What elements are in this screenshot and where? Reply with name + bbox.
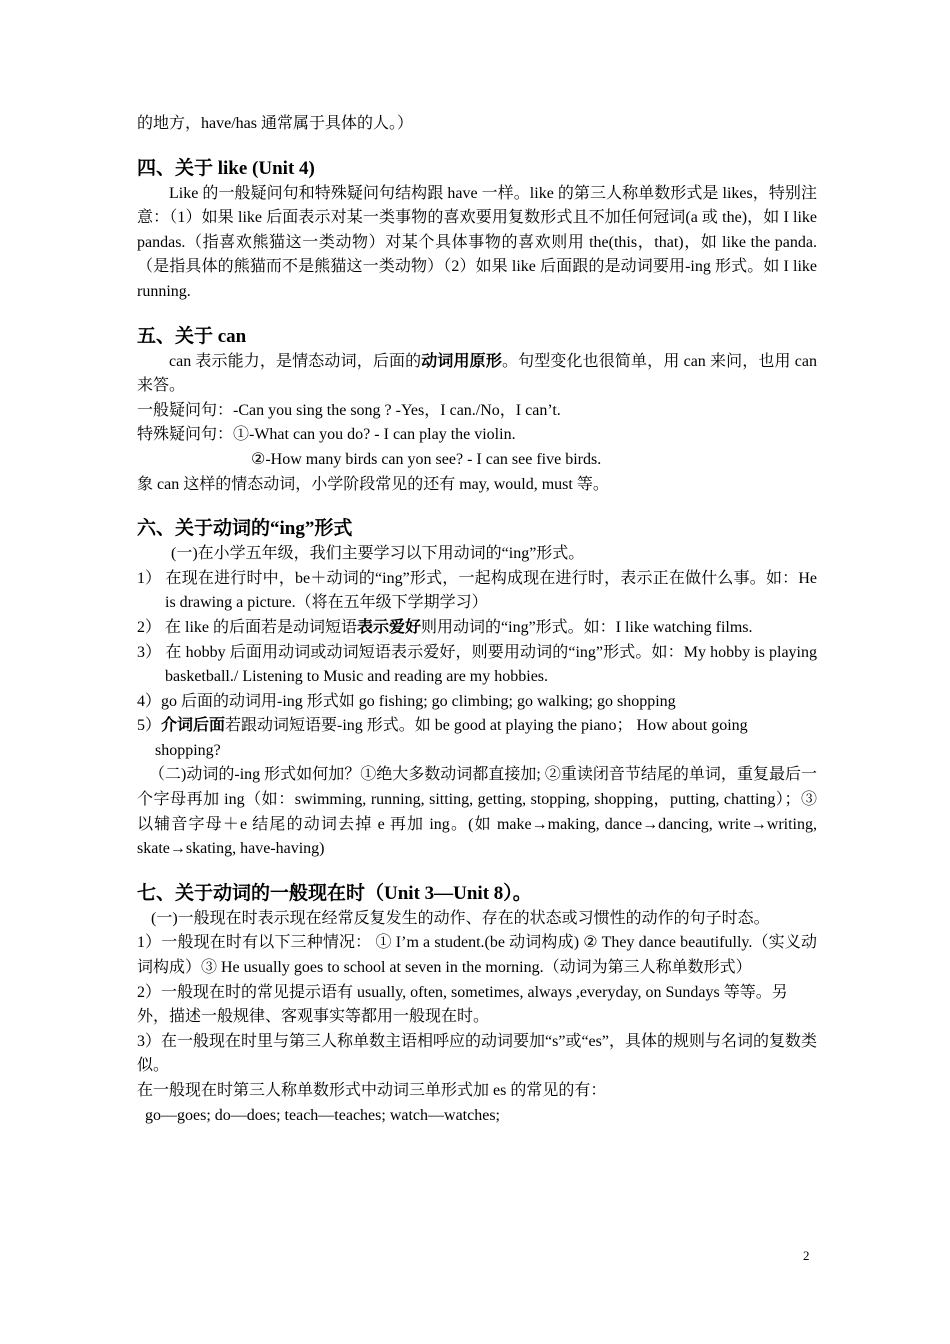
- s6-item-4: 4）go 后面的动词用-ing 形式如 go fishing; go climbing; go walking; go shopping: [137, 692, 676, 710]
- section-7-title: 七、关于动词的一般现在时（Unit 3—Unit 8）。: [137, 882, 532, 904]
- s5-special-question-1: 特殊疑问句：①-What can you do? - I can play the violin.: [137, 426, 516, 444]
- s7-paragraph-2: 1）一般现在时有以下三种情况： ① I’m a student.(be 动词构成) ② They dance beautifully.（实义动词构成）③ He usually goes to school at seven in the morning.（动词为第三人称单数形式）: [137, 934, 817, 977]
- s6-item-5-bold: 介词后面: [161, 717, 226, 735]
- s5-special-question-2: ②-How many birds can yon see? - I can see five birds.: [251, 450, 602, 468]
- s7-paragraph-3: 2）一般现在时的常见提示语有 usually, often, sometimes, always ,everyday, on Sundays 等等。另外，描述一般规律、客观事实等都用一般现在时。: [137, 983, 788, 1026]
- s6-item-2-text-c: 则用动词的“ing”形式。如：I like watching films.: [421, 618, 753, 636]
- s6-item-1: 1） 在现在进行时中，be＋动词的“ing”形式，一起构成现在进行时，表示正在做什么事。如：He is drawing a picture.（将在五年级下学期学习）: [137, 569, 817, 612]
- s5-modal-note: 象 can 这样的情态动词，小学阶段常见的还有 may, would, must 等。: [137, 475, 609, 493]
- s7-paragraph-5: 在一般现在时第三人称单数形式中动词三单形式加 es 的常见的有：: [137, 1082, 607, 1099]
- s6-item-3: 3） 在 hobby 后面用动词或动词短语表示爱好，则要用动词的“ing”形式。如：My hobby is playing basketball./ Listening to Music and reading are my hobbies.: [137, 643, 817, 686]
- s6-paragraph-2: （二)动词的-ing 形式如何加？①绝大多数动词都直接加; ②重读闭音节结尾的单词，重复最后一个字母再加 ing（如：swimming, running, sitting, getting, stopping, shopping，putting, chatting）；③以辅音字母＋e 结尾的动词去掉 e 再加 ing。(如 make→making, dance→dancing, write→writing, skate→skating, have-having): [137, 766, 817, 858]
- section-6-title: 六、关于动词的“ing”形式: [137, 518, 353, 540]
- section-4-paragraph: Like 的一般疑问句和特殊疑问句结构跟 have 一样。like 的第三人称单数形式是 likes，特别注意：（1）如果 like 后面表示对某一类事物的喜欢要用复数形式且不加任何冠词(a 或 the)，如 I like pandas.（指喜欢熊猫这一类动物）对某个具体事物的喜欢则用 the(this，that)，如 like the panda.（是指具体的熊猫而不是熊猫这一类动物）（2）如果 like 后面跟的是动词要用-ing 形式。如 I like running.: [137, 184, 817, 300]
- s5-text-a: can 表示能力，是情态动词，后面的: [169, 352, 422, 370]
- s7-paragraph-6: go—goes; do—does; teach—teaches; watch—watches;: [145, 1106, 500, 1124]
- section-4-title: 四、关于 like (Unit 4): [137, 157, 315, 179]
- s7-paragraph-1: (一)一般现在时表示现在经常反复发生的动作、存在的状态或习惯性的动作的句子时态。: [151, 909, 770, 927]
- s6-item-2-bold: 表示爱好: [357, 618, 422, 636]
- intro-line: 的地方，have/has 通常属于具体的人。）: [137, 115, 413, 132]
- s5-text-c: 。句型变化也很简单，用 can 来问，也用 can 来答。: [137, 352, 817, 395]
- s6-intro: (一)在小学五年级，我们主要学习以下用动词的“ing”形式。: [171, 545, 585, 563]
- page-number: 2: [803, 1248, 810, 1263]
- s6-item-2-text-a: 2） 在 like 的后面若是动词短语: [137, 618, 357, 636]
- s7-paragraph-4: 3）在一般现在时里与第三人称单数主语相呼应的动词要加“s”或“es”，具体的规则与名词的复数类似。: [137, 1032, 817, 1075]
- s5-bold-text: 动词用原形: [421, 352, 502, 370]
- s6-item-5-text: 若跟动词短语要-ing 形式。如 be good at playing the piano； How about going shopping?: [155, 717, 748, 759]
- s6-item-2: [137, 616, 817, 641]
- s6-item-5-num: 5）: [137, 717, 162, 735]
- s6-item-5: [137, 714, 817, 763]
- section-5-paragraph: [137, 350, 817, 399]
- section-5-title: 五、关于 can: [137, 325, 247, 347]
- page-content: [137, 112, 817, 1128]
- s5-general-question: 一般疑问句：-Can you sing the song ? -Yes，I can./No，I can’t.: [137, 401, 561, 419]
